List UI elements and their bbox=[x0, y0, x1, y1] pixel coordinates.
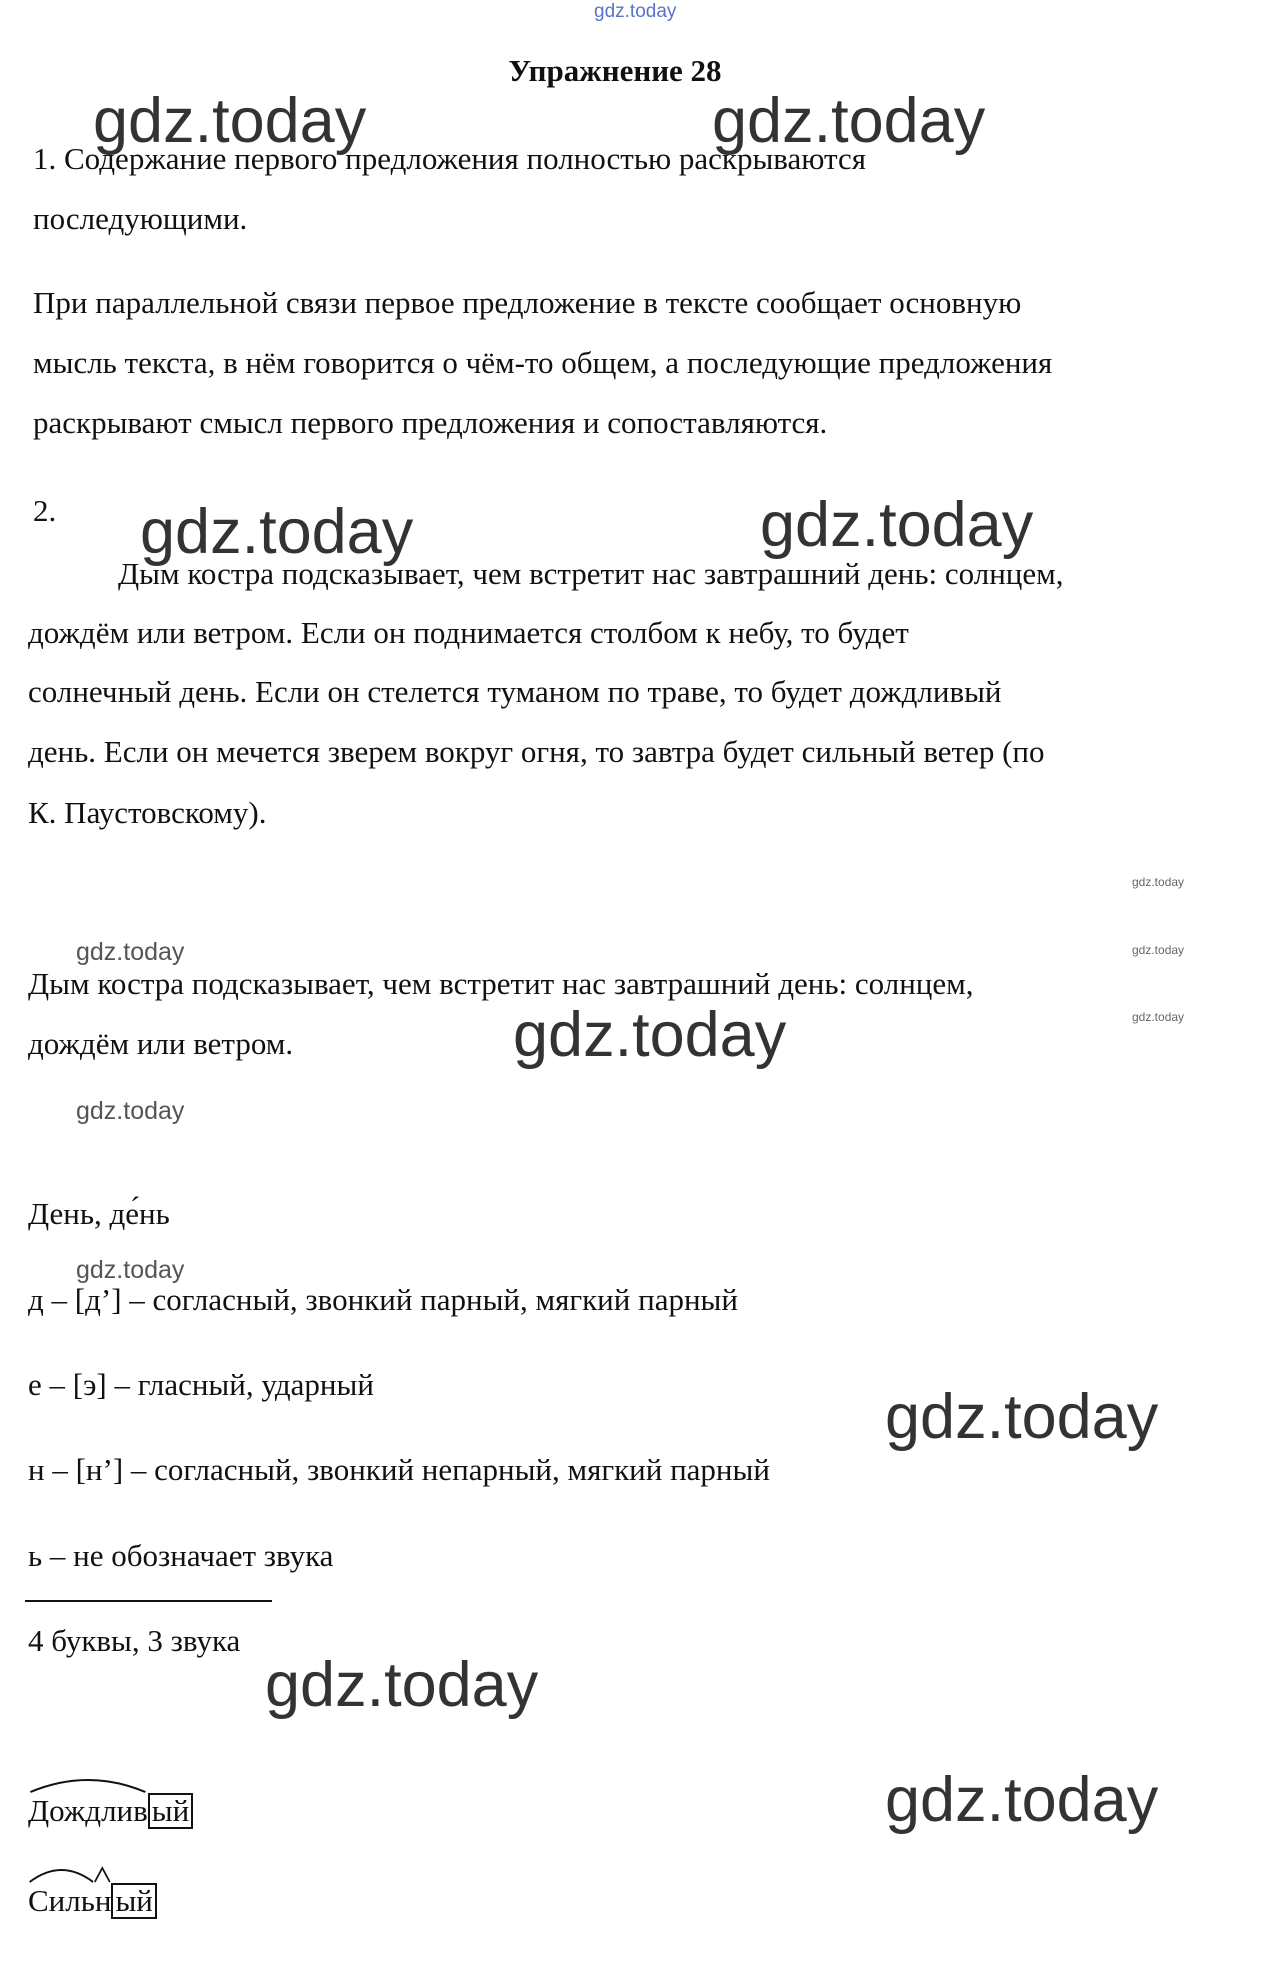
page-title: Упражнение 28 bbox=[508, 53, 722, 88]
task2-text-line: Дым костра подсказывает, чем встретит нас завтрашний день: солнцем, bbox=[118, 556, 1064, 591]
task2-text-line: солнечный день. Если он стелется туманом по траве, то будет дождливый bbox=[28, 674, 1002, 709]
morpheme-ending-box: ый bbox=[148, 1793, 193, 1829]
phonetic-heading: День, де́нь bbox=[28, 1196, 170, 1231]
task2-text-line: дождём или ветром. Если он поднимается столбом к небу, то будет bbox=[28, 615, 909, 650]
watermark-small: gdz.today bbox=[1132, 1010, 1185, 1024]
phonetic-row: е – [э] – гласный, ударный bbox=[28, 1367, 374, 1402]
phonetic-row: н – [н’] – согласный, звонкий непарный, мягкий парный bbox=[28, 1452, 770, 1487]
morpheme-word-silnyi bbox=[28, 1882, 157, 1920]
task1-line1: 1. Содержание первого предложения полностью раскрываются bbox=[33, 141, 866, 176]
watermark: gdz.today bbox=[885, 1382, 1159, 1452]
task1-line2: последующими. bbox=[33, 201, 248, 236]
watermark-small: gdz.today bbox=[1132, 943, 1185, 957]
task2-text-line: К. Паустовскому). bbox=[28, 795, 267, 830]
watermark-top: gdz.today bbox=[594, 1, 677, 22]
morpheme-stem: Сильн bbox=[28, 1882, 111, 1920]
task1-paragraph-line: При параллельной связи первое предложение в тексте сообщает основную bbox=[33, 285, 1022, 320]
phonetic-row: д – [д’] – согласный, звонкий парный, мягкий парный bbox=[28, 1282, 738, 1317]
morpheme-stem: Дождлив bbox=[28, 1792, 148, 1830]
analysis-sentence-line2: дождём или ветром. bbox=[28, 1026, 294, 1061]
root-arc-icon bbox=[28, 1774, 148, 1794]
watermark-small: gdz.today bbox=[1132, 875, 1185, 889]
task2-text-line: день. Если он мечется зверем вокруг огня, то завтра будет сильный ветер (по bbox=[28, 734, 1045, 769]
watermark-medium: gdz.today bbox=[76, 938, 185, 966]
watermark-medium: gdz.today bbox=[76, 1097, 185, 1125]
phonetic-row: ь – не обозначает звука bbox=[28, 1538, 334, 1573]
root-arc-icon bbox=[28, 1864, 111, 1884]
morpheme-ending-box: ый bbox=[111, 1883, 156, 1919]
task1-paragraph-line: раскрывают смысл первого предложения и сопоставляются. bbox=[33, 405, 828, 440]
watermark: gdz.today bbox=[513, 1000, 787, 1070]
morpheme-word-dozhdlivyi bbox=[28, 1792, 193, 1830]
watermark: gdz.today bbox=[93, 86, 367, 156]
watermark: gdz.today bbox=[140, 497, 414, 567]
watermark: gdz.today bbox=[712, 86, 986, 156]
analysis-sentence-line1: Дым костра подсказывает, чем встретит нас завтрашний день: солнцем, bbox=[28, 966, 974, 1001]
task1-paragraph-line: мысль текста, в нём говорится о чём-то общем, а последующие предложения bbox=[33, 345, 1053, 380]
divider bbox=[25, 1600, 272, 1602]
phonetic-summary: 4 буквы, 3 звука bbox=[28, 1623, 241, 1658]
watermark: gdz.today bbox=[265, 1650, 539, 1720]
watermark: gdz.today bbox=[885, 1765, 1159, 1835]
watermark: gdz.today bbox=[760, 490, 1034, 560]
task2-number: 2. bbox=[33, 493, 57, 528]
watermark-medium: gdz.today bbox=[76, 1256, 185, 1284]
